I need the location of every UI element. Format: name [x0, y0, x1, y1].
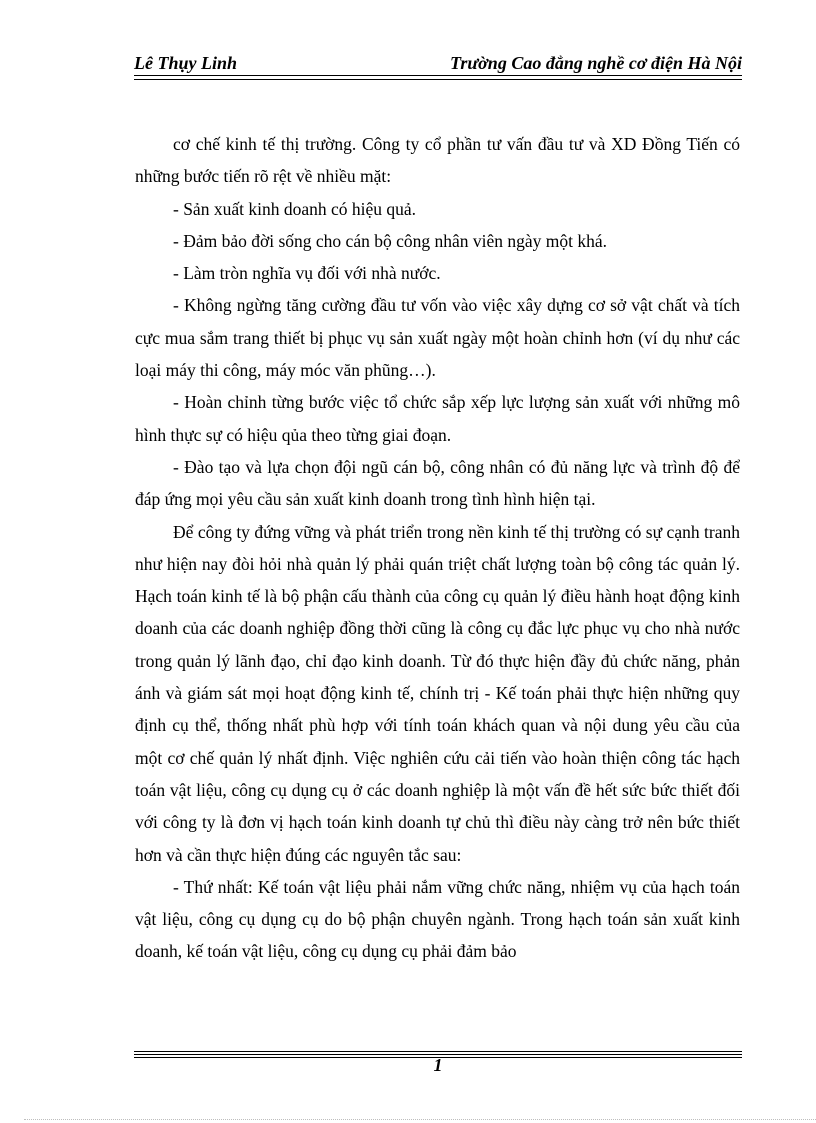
paragraph: Để công ty đứng vững và phát triển trong nền kinh tế thị trường có sự cạnh tranh như hiện nay đòi hỏi nhà quản lý phải quán triệt chất lượng toàn bộ công tác quản lý. Hạch toán kinh tế là bộ phận cấu thành của công cụ quản lý điều hành hoạt động kinh doanh của các doanh nghiệp đồng thời cũng là công cụ đắc lực phục vụ cho nhà nước trong quản lý lãnh đạo, chỉ đạo kinh doanh. Từ đó thực hiện đầy đủ chức năng, phản ánh và giám sát mọi hoạt động kinh tế, chính trị - Kế toán phải thực hiện những quy định cụ thể, thống nhất phù hợp với tính toán khách quan và nội dung yêu cầu của một cơ chế quản lý nhất định. Việc nghiên cứu cải tiến vào hoàn thiện công tác hạch toán vật liệu, công cụ dụng cụ ở các doanh nghiệp là một vấn đề hết sức bức thiết đối với công ty là đơn vị hạch toán kinh doanh tự chủ thì điều này càng trở nên bức thiết hơn và cần thực hiện đúng các nguyên tắc sau:: [135, 521, 740, 865]
paragraph: - Hoàn chỉnh từng bước việc tổ chức sắp xếp lực lượng sản xuất với những mô hình thực sự có hiệu qủa theo từng giai đoạn.: [135, 392, 740, 445]
paragraph: - Đào tạo và lựa chọn đội ngũ cán bộ, công nhân có đủ năng lực và trình độ để đáp ứng mọi yêu cầu sản xuất kinh doanh trong tình hình hiện tại.: [135, 456, 740, 510]
paragraph: cơ chế kinh tế thị trường. Công ty cổ phần tư vấn đầu tư và XD Đồng Tiến có những bước tiến rõ rệt về nhiều mặt:: [135, 134, 740, 187]
page-edge-divider: [24, 1119, 816, 1120]
paragraph: - Làm tròn nghĩa vụ đối với nhà nước.: [173, 263, 441, 284]
header-rule: [134, 75, 742, 76]
paragraph: - Thứ nhất: Kế toán vật liệu phải nắm vững chức năng, nhiệm vụ của hạch toán vật liệu, công cụ dụng cụ do bộ phận chuyên ngành. Trong hạch toán sản xuất kinh doanh, kế toán vật liệu, công cụ dụng cụ phải đảm bảo: [135, 876, 740, 962]
footer-rule: [134, 1051, 742, 1052]
header-author: Lê Thụy Linh: [134, 53, 238, 73]
header-rule-thin: [134, 79, 742, 80]
paragraph: - Đảm bảo đời sống cho cán bộ công nhân viên ngày một khá.: [173, 230, 608, 251]
header-school: Trường Cao đẳng nghề cơ điện Hà Nội: [450, 53, 742, 73]
page-number: 1: [433, 1055, 443, 1075]
paragraph: - Không ngừng tăng cường đầu tư vốn vào việc xây dựng cơ sở vật chất và tích cực mua sắm trang thiết bị phục vụ sản xuất ngày một hoàn chỉnh hơn (ví dụ như các loại máy thi công, máy móc văn phũng…).: [135, 295, 740, 381]
document-body: [135, 128, 740, 968]
paragraph: - Sản xuất kinh doanh có hiệu quả.: [173, 198, 417, 219]
page-header: [134, 46, 742, 74]
